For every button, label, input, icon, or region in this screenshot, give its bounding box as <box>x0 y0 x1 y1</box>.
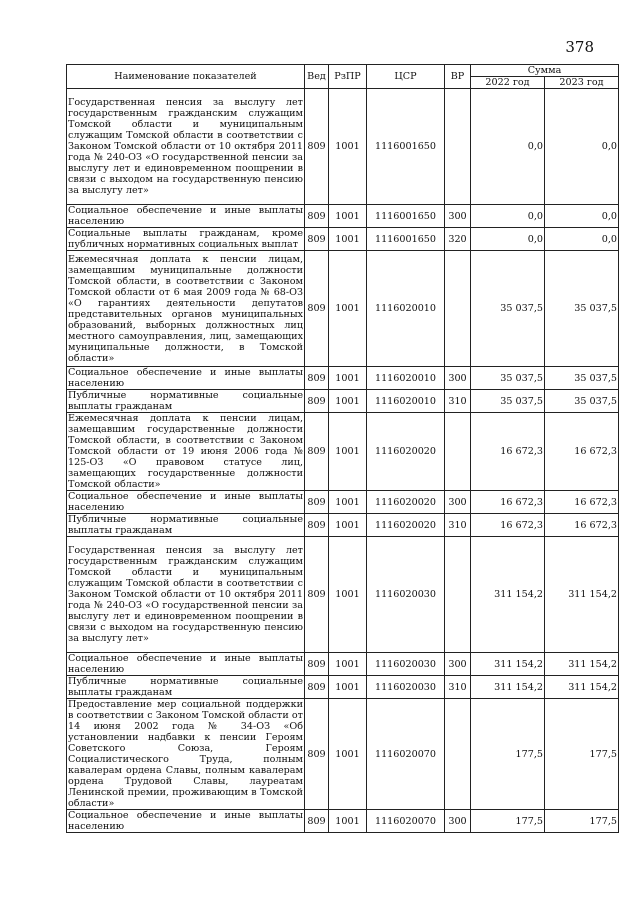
cell-name: Ежемесячная доплата к пенсии лицам, замещавшим государственные должности Томской области, в соответствии с Законом Томской области от 19 июня 2006 года № 125-ОЗ «О правовом статусе лиц, замещающих государственные должности Томской области» <box>68 413 303 490</box>
cell-rzpr: 1001 <box>329 367 367 390</box>
table-row <box>67 537 619 653</box>
cell-vr: 310 <box>445 390 471 413</box>
cell-vr: 300 <box>445 810 471 833</box>
cell-vr: 300 <box>445 653 471 676</box>
cell-y2022: 16 672,3 <box>471 413 545 491</box>
header-2022: 2022 год <box>471 77 545 89</box>
table-row <box>67 676 619 699</box>
cell-y2022: 16 672,3 <box>471 514 545 537</box>
cell-csr: 1116020070 <box>367 699 445 810</box>
cell-ved: 809 <box>305 537 329 653</box>
cell-csr: 1116020020 <box>367 491 445 514</box>
cell-csr: 1116020010 <box>367 251 445 367</box>
cell-y2022: 311 154,2 <box>471 653 545 676</box>
cell-ved: 809 <box>305 653 329 676</box>
cell-csr: 1116020070 <box>367 810 445 833</box>
cell-name: Социальное обеспечение и иные выплаты населению <box>68 491 303 513</box>
cell-name: Социальное обеспечение и иные выплаты населению <box>68 205 303 227</box>
cell-csr: 1116001650 <box>367 89 445 205</box>
cell-name: Государственная пенсия за выслугу лет государственным гражданским служащим Томской области и муниципальным служащим Томской области в соответствии с Законом Томской области от 10 октября 2011 года № 240-ОЗ «О государственной пенсии за выслугу лет и единовременном поощрении в связи с выходом на государственную пенсию за выслугу лет» <box>67 537 305 653</box>
cell-csr: 1116020010 <box>367 367 445 390</box>
cell-y2023: 35 037,5 <box>545 367 619 390</box>
cell-vr: 300 <box>445 491 471 514</box>
cell-rzpr: 1001 <box>329 676 367 699</box>
table-row <box>67 653 619 676</box>
cell-csr: 1116020030 <box>367 537 445 653</box>
table-row <box>67 390 619 413</box>
cell-y2023: 35 037,5 <box>545 251 619 367</box>
table-row <box>67 514 619 537</box>
cell-ved: 809 <box>305 251 329 367</box>
cell-vr <box>445 251 471 367</box>
cell-csr: 1116001650 <box>367 205 445 228</box>
cell-y2023: 16 672,3 <box>545 491 619 514</box>
cell-name: Публичные нормативные социальные выплаты гражданам <box>68 390 303 412</box>
cell-y2022: 177,5 <box>471 810 545 833</box>
cell-y2023: 0,0 <box>545 228 619 251</box>
cell-vr <box>445 413 471 491</box>
cell-csr: 1116020010 <box>367 390 445 413</box>
cell-y2022: 35 037,5 <box>471 390 545 413</box>
cell-ved: 809 <box>305 699 329 810</box>
table-row <box>67 89 619 205</box>
cell-csr: 1116020020 <box>367 413 445 491</box>
cell-y2023: 177,5 <box>545 699 619 810</box>
table-row <box>67 413 619 491</box>
cell-rzpr: 1001 <box>329 205 367 228</box>
cell-y2023: 35 037,5 <box>545 390 619 413</box>
header-vr: ВР <box>445 65 471 89</box>
cell-y2022: 0,0 <box>471 205 545 228</box>
cell-ved: 809 <box>305 514 329 537</box>
cell-vr: 300 <box>445 205 471 228</box>
cell-csr: 1116001650 <box>367 228 445 251</box>
cell-vr: 300 <box>445 367 471 390</box>
header-rzpr: РзПР <box>329 65 367 89</box>
cell-rzpr: 1001 <box>329 228 367 251</box>
table-row <box>67 228 619 251</box>
cell-ved: 809 <box>305 89 329 205</box>
cell-rzpr: 1001 <box>329 251 367 367</box>
cell-vr: 310 <box>445 514 471 537</box>
cell-y2023: 311 154,2 <box>545 676 619 699</box>
cell-vr: 320 <box>445 228 471 251</box>
cell-y2022: 311 154,2 <box>471 676 545 699</box>
table-row <box>67 205 619 228</box>
cell-rzpr: 1001 <box>329 89 367 205</box>
cell-name: Предоставление мер социальной поддержки в соответствии с Законом Томской области от 14 июня 2002 года № 34-ОЗ «Об установлении надбавки к пенсии Героям Советского Союза, Героям Социалистического Труда, полным кавалерам ордена Славы, полным кавалерам ордена Трудовой Славы, лауреатам Ленинской премии, проживающим в Томской области» <box>68 699 303 809</box>
table-row <box>67 699 619 810</box>
header-2023: 2023 год <box>545 77 619 89</box>
cell-y2022: 35 037,5 <box>471 367 545 390</box>
header-name: Наименование показателей <box>67 65 305 89</box>
cell-ved: 809 <box>305 413 329 491</box>
cell-rzpr: 1001 <box>329 491 367 514</box>
cell-ved: 809 <box>305 390 329 413</box>
cell-rzpr: 1001 <box>329 537 367 653</box>
cell-name: Государственная пенсия за выслугу лет государственным гражданским служащим Томской области и муниципальным служащим Томской области в соответствии с Законом Томской области от 10 октября 2011 года № 240-ОЗ «О государственной пенсии за выслугу лет и единовременном поощрении в связи с выходом на государственную пенсию за выслугу лет» <box>67 89 305 205</box>
cell-rzpr: 1001 <box>329 699 367 810</box>
cell-rzpr: 1001 <box>329 514 367 537</box>
cell-y2023: 16 672,3 <box>545 413 619 491</box>
cell-rzpr: 1001 <box>329 810 367 833</box>
cell-vr <box>445 537 471 653</box>
cell-csr: 1116020020 <box>367 514 445 537</box>
cell-y2023: 311 154,2 <box>545 537 619 653</box>
cell-y2022: 0,0 <box>471 228 545 251</box>
cell-name: Ежемесячная доплата к пенсии лицам, замещавшим муниципальные должности Томской области, в соответствии с Законом Томской области от 6 мая 2009 года № 68-ОЗ «О гарантиях деятельности депутатов представительных органов муниципальных образований, выборных должностных лиц местного самоуправления, лиц, замещающих муниципальные должности, в Томской области» <box>67 251 305 367</box>
cell-y2023: 0,0 <box>545 205 619 228</box>
cell-rzpr: 1001 <box>329 653 367 676</box>
table-row <box>67 367 619 390</box>
cell-y2022: 16 672,3 <box>471 491 545 514</box>
cell-vr <box>445 89 471 205</box>
cell-y2022: 0,0 <box>471 89 545 205</box>
budget-table <box>66 64 619 833</box>
cell-y2023: 177,5 <box>545 810 619 833</box>
cell-y2022: 177,5 <box>471 699 545 810</box>
header-sum: Сумма <box>471 65 619 77</box>
cell-name: Социальное обеспечение и иные выплаты населению <box>68 653 303 675</box>
cell-name: Публичные нормативные социальные выплаты гражданам <box>68 676 303 698</box>
table-body <box>67 89 619 833</box>
cell-vr <box>445 699 471 810</box>
cell-y2022: 311 154,2 <box>471 537 545 653</box>
cell-y2023: 0,0 <box>545 89 619 205</box>
cell-rzpr: 1001 <box>329 390 367 413</box>
cell-ved: 809 <box>305 491 329 514</box>
table-row <box>67 491 619 514</box>
cell-ved: 809 <box>305 367 329 390</box>
cell-y2023: 311 154,2 <box>545 653 619 676</box>
cell-ved: 809 <box>305 205 329 228</box>
cell-ved: 809 <box>305 676 329 699</box>
table-row <box>67 810 619 833</box>
cell-csr: 1116020030 <box>367 676 445 699</box>
cell-name: Публичные нормативные социальные выплаты гражданам <box>68 514 303 536</box>
cell-y2023: 16 672,3 <box>545 514 619 537</box>
header-ved: Вед <box>305 65 329 89</box>
cell-rzpr: 1001 <box>329 413 367 491</box>
cell-vr: 310 <box>445 676 471 699</box>
cell-name: Социальное обеспечение и иные выплаты населению <box>68 810 303 832</box>
cell-ved: 809 <box>305 228 329 251</box>
cell-name: Социальные выплаты гражданам, кроме публичных нормативных социальных выплат <box>68 228 303 250</box>
cell-y2022: 35 037,5 <box>471 251 545 367</box>
header-csr: ЦСР <box>367 65 445 89</box>
cell-ved: 809 <box>305 810 329 833</box>
cell-name: Социальное обеспечение и иные выплаты населению <box>68 367 303 389</box>
page-number: 378 <box>565 38 594 56</box>
table-row <box>67 251 619 367</box>
cell-csr: 1116020030 <box>367 653 445 676</box>
